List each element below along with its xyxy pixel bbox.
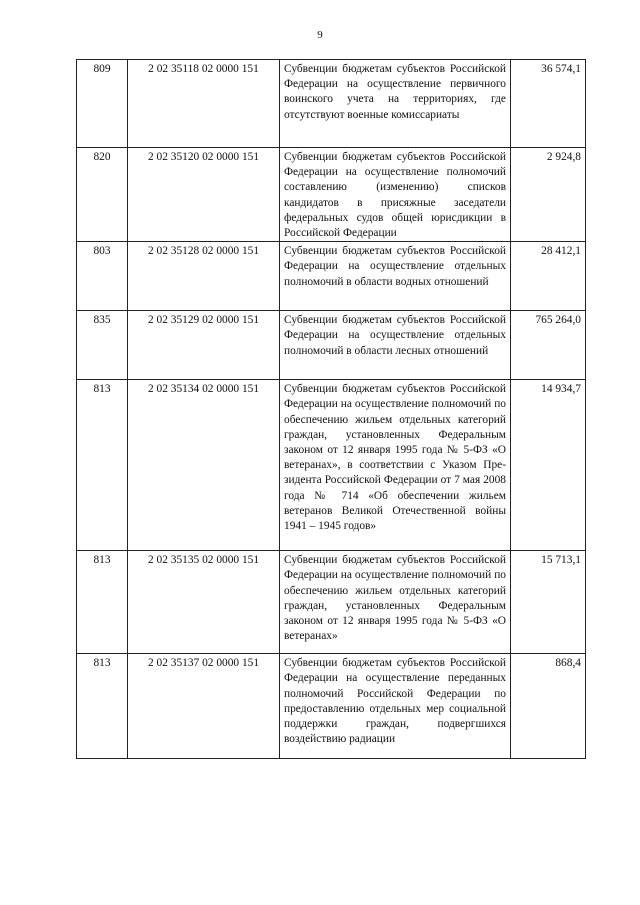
amount-cell: 28 412,1 (511, 242, 586, 311)
table-row (77, 380, 586, 551)
amount-cell: 15 713,1 (511, 551, 586, 654)
revenue-name-cell: Субвенции бюджетам субъектов Российской Федерации на осуществление полномочий составлению (изменению) списков кандидатов в присяжные заседатели федеральных судов общей юрисдикции в Российской Федерации (280, 148, 511, 242)
page-number: 9 (317, 29, 323, 41)
revenue-name-cell: Субвенции бюджетам субъектов Российской Федерации на осуществление полномочий по обеспечению жильем отдельных категорий граждан, установленных Федеральным законом от 12 января 1995 года № 5-ФЗ «О ветеранах», в соответствии с Указом Президента Российской Федерации от 7 мая 2008 года № 714 «Об обеспечении жильем ветеранов Великой Отечественной войны 1941 – 1945 годов» (280, 380, 511, 551)
admin-code-cell: 813 (77, 380, 128, 551)
budget-code-cell: 2 02 35129 02 0000 151 (128, 311, 280, 380)
amount-cell: 868,4 (511, 654, 586, 759)
revenue-name-cell: Субвенции бюджетам субъектов Российской Федерации на осуществление переданных полномочий Российской Федерации по предоставлению отдельных мер социальной поддержки граждан, подвергшихся воздействию радиации (280, 654, 511, 759)
amount-cell: 14 934,7 (511, 380, 586, 551)
budget-code-cell: 2 02 35120 02 0000 151 (128, 148, 280, 242)
revenue-name-cell: Субвенции бюджетам субъектов Российской Федерации на осуществление первичного воинского учета на территориях, где отсутствуют военные комиссариаты (280, 60, 511, 148)
amount-cell: 765 264,0 (511, 311, 586, 380)
budget-code-cell: 2 02 35135 02 0000 151 (128, 551, 280, 654)
revenue-name-cell: Субвенции бюджетам субъектов Российской Федерации на осуществление отдельных полномочий в области лесных отношений (280, 311, 511, 380)
amount-cell: 2 924,8 (511, 148, 586, 242)
table-row (77, 311, 586, 380)
admin-code-cell: 813 (77, 551, 128, 654)
table-row (77, 148, 586, 242)
budget-code-cell: 2 02 35118 02 0000 151 (128, 60, 280, 148)
amount-cell: 36 574,1 (511, 60, 586, 148)
budget-revenue-table (76, 59, 586, 759)
revenue-name-cell: Субвенции бюджетам субъектов Российской Федерации на осуществление отдельных полномочий в области водных отношений (280, 242, 511, 311)
table-row (77, 551, 586, 654)
budget-code-cell: 2 02 35137 02 0000 151 (128, 654, 280, 759)
table-row (77, 60, 586, 148)
revenue-name-cell: Субвенции бюджетам субъектов Российской Федерации на осуществление полномочий по обеспечению жильем отдельных категорий граждан, установленных Федеральным законом от 12 января 1995 года № 5-ФЗ «О ветеранах» (280, 551, 511, 654)
budget-code-cell: 2 02 35134 02 0000 151 (128, 380, 280, 551)
admin-code-cell: 813 (77, 654, 128, 759)
table-row (77, 654, 586, 759)
budget-code-cell: 2 02 35128 02 0000 151 (128, 242, 280, 311)
admin-code-cell: 809 (77, 60, 128, 148)
admin-code-cell: 803 (77, 242, 128, 311)
admin-code-cell: 820 (77, 148, 128, 242)
admin-code-cell: 835 (77, 311, 128, 380)
table-row (77, 242, 586, 311)
